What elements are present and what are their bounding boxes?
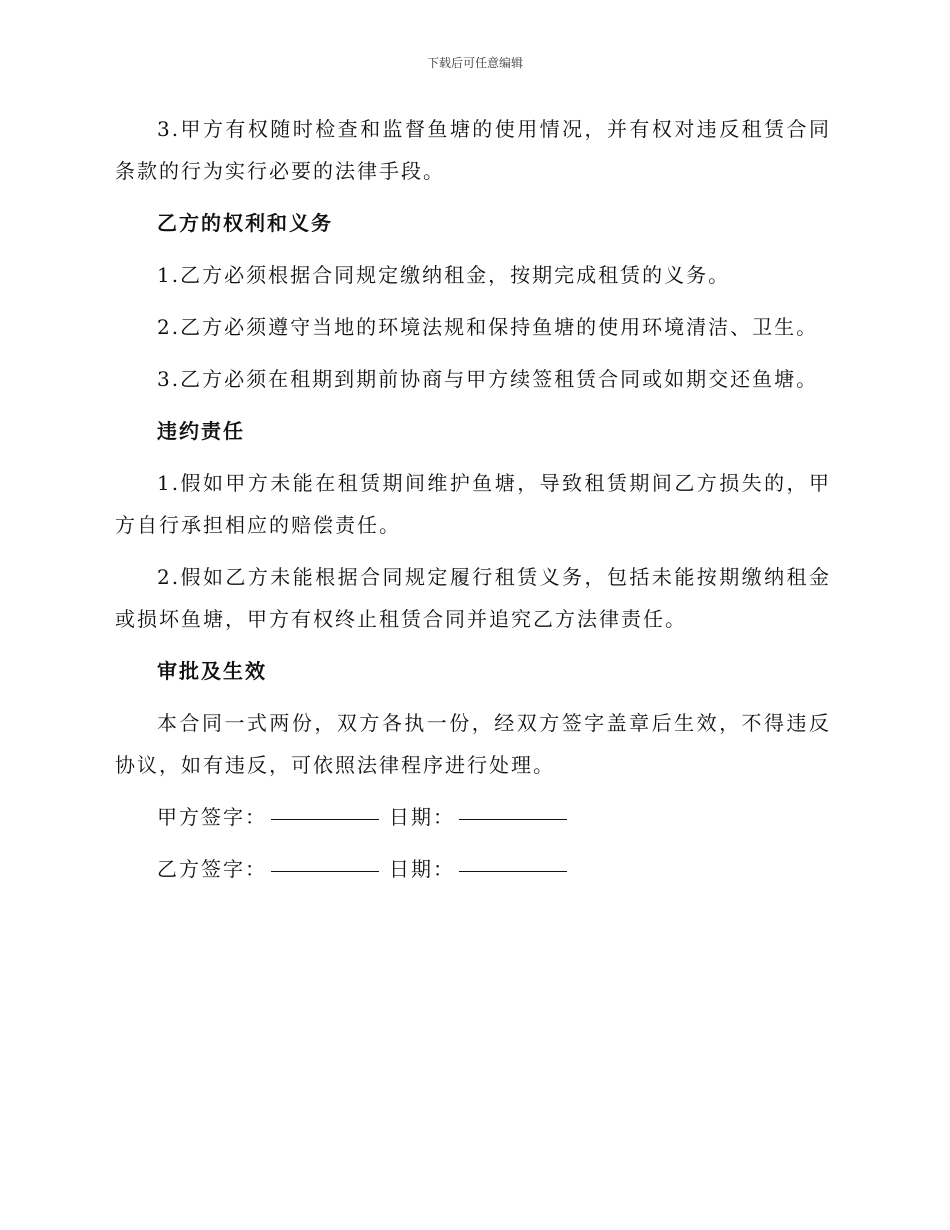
party-b-date-label: 日期： [389,857,455,881]
party-b-signature-label: 乙方签字： [157,857,267,881]
clause-approval: 本合同一式两份，双方各执一份，经双方签字盖章后生效，不得违反协议，如有违反，可依照法律程序进行处理。 [115,711,831,777]
document-body [115,108,831,900]
party-b-signature-blank [271,870,379,872]
party-a-signature-label: 甲方签字： [157,805,267,829]
section-heading-party-b-rights: 乙方的权利和义务 [157,211,333,235]
clause-party-b-3: 3.乙方必须在租期到期前协商与甲方续签租赁合同或如期交还鱼塘。 [157,367,819,391]
clause-breach-2: 2.假如乙方未能根据合同规定履行租赁义务，包括未能按期缴纳租金或损坏鱼塘，甲方有权终止租赁合同并追究乙方法律责任。 [115,565,831,631]
clause-breach-1: 1.假如甲方未能在租赁期间维护鱼塘，导致租赁期间乙方损失的，甲方自行承担相应的赔偿责任。 [115,471,831,537]
party-a-date-label: 日期： [389,805,455,829]
party-b-date-blank [459,870,567,872]
section-heading-breach: 违约责任 [157,419,245,443]
section-heading-approval: 审批及生效 [157,659,267,683]
page-header: 下载后可任意编辑 [426,56,523,70]
clause-party-a-3: 3.甲方有权随时检查和监督鱼塘的使用情况，并有权对违反租赁合同条款的行为实行必要的法律手段。 [115,117,831,183]
signature-row-party-b [115,848,831,890]
clause-party-b-2: 2.乙方必须遵守当地的环境法规和保持鱼塘的使用环境清洁、卫生。 [157,315,819,339]
party-a-signature-blank [271,818,379,820]
signature-row-party-a [115,796,831,838]
clause-party-b-1: 1.乙方必须根据合同规定缴纳租金，按期完成租赁的义务。 [157,263,731,287]
party-a-date-blank [459,818,567,820]
